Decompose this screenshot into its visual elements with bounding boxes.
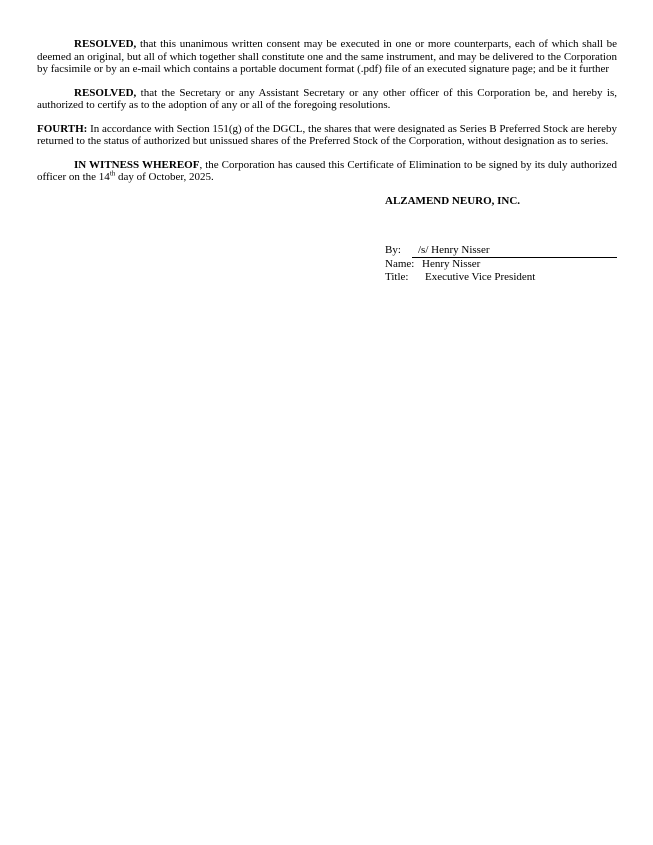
paragraph-lead: RESOLVED, bbox=[74, 38, 137, 50]
signature-name-label: Name: bbox=[385, 257, 415, 270]
paragraph-body: day of October, 2025. bbox=[115, 171, 214, 183]
paragraph-body: that this unanimous written consent may be executed in one or more counterparts, each of which shall be deemed an original, but all of which together shall constitute one and the same instrument, and may be delivered to the Corporation by facsimile or by an e-mail which contains a portable document format (.pdf) file of an executed signature page; and be it further bbox=[37, 38, 617, 75]
signature-block bbox=[385, 244, 617, 285]
paragraph-witness bbox=[37, 159, 617, 184]
signature-line bbox=[412, 244, 617, 258]
paragraph-lead: FOURTH: bbox=[37, 122, 88, 135]
paragraph-resolved-certify bbox=[37, 87, 617, 112]
signature-by-row bbox=[385, 244, 617, 258]
signature-title-row bbox=[385, 271, 617, 284]
signature-title-label: Title: bbox=[385, 271, 409, 284]
signature-name-row bbox=[385, 258, 617, 271]
paragraph-resolved-counterparts bbox=[37, 38, 617, 76]
signature-name-value: Henry Nisser bbox=[422, 257, 481, 270]
ordinal-superscript: th bbox=[109, 169, 116, 178]
company-name: ALZAMEND NEURO, INC. bbox=[385, 194, 521, 207]
paragraph-body: that the Secretary or any Assistant Secretary or any other officer of this Corporation be, and hereby is, authorized to certify as to the adoption of any or all of the foregoing resolutions. bbox=[37, 86, 617, 111]
signature-by-value: /s/ Henry Nisser bbox=[418, 243, 490, 256]
paragraph-lead: RESOLVED, bbox=[74, 86, 137, 99]
paragraph-lead: IN WITNESS WHEREOF bbox=[74, 158, 200, 171]
paragraph-body: , the Corporation has caused this Certificate of Elimination to be signed by its duly authorized officer on the 14 bbox=[37, 158, 617, 183]
signature-by-label: By: bbox=[385, 243, 401, 256]
signature-title-value: Executive Vice President bbox=[425, 271, 536, 284]
paragraph-fourth bbox=[37, 123, 617, 148]
paragraph-body: In accordance with Section 151(g) of the DGCL, the shares that were designated as Series B Preferred Stock are hereby returned to the status of authorized but unissued shares of the Preferred Stock of the Corporation, without designation as to series. bbox=[37, 122, 617, 147]
